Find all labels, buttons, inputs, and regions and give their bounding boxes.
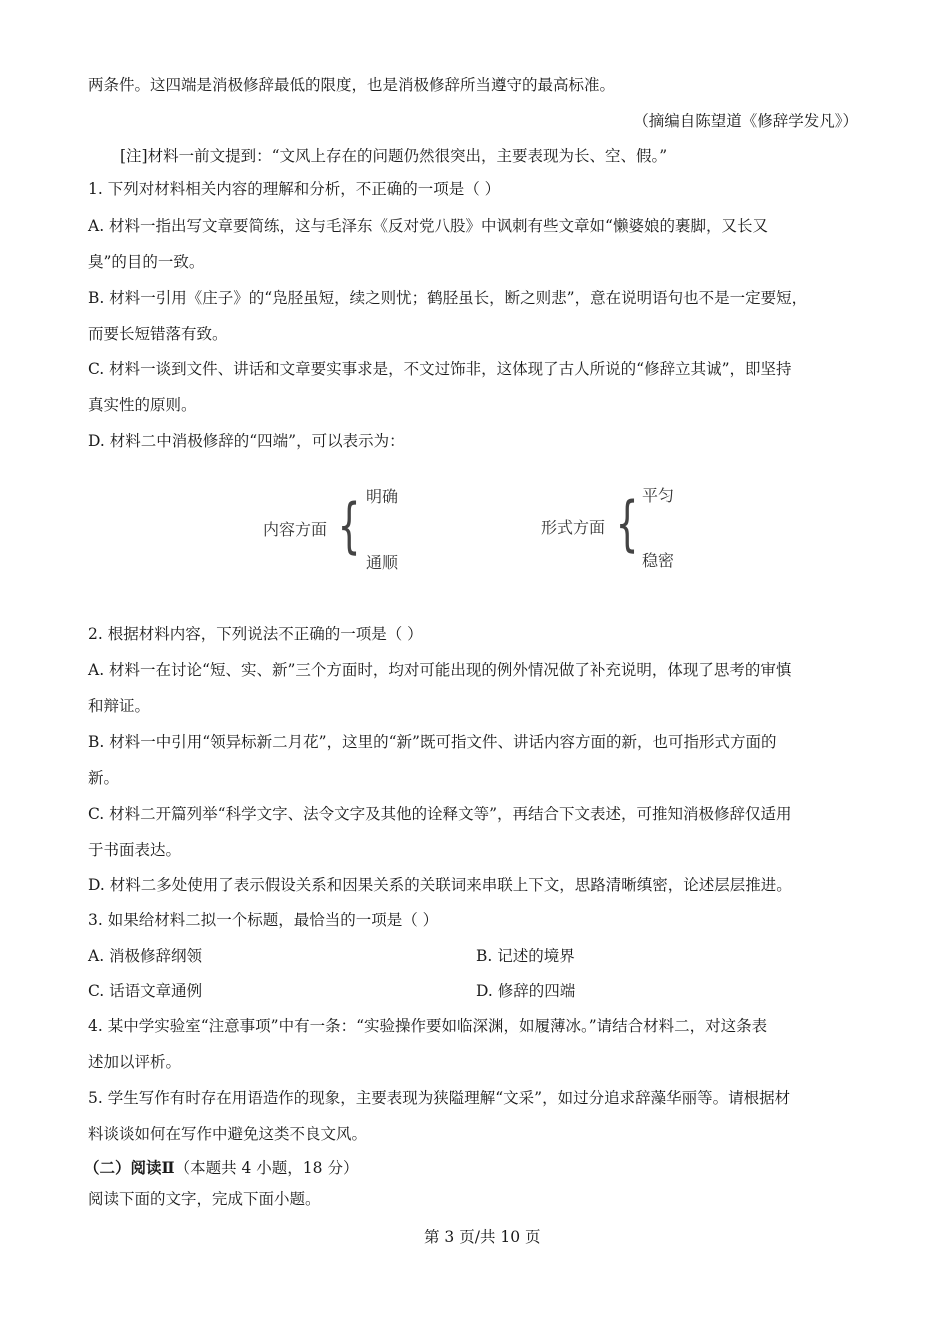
question-5-cont: 料谈谈如何在写作中避免这类不良文风。 [88, 1125, 368, 1143]
q2-option-b-cont: 新。 [88, 769, 120, 787]
q2-option-c-cont: 于书面表达。 [88, 841, 182, 859]
question-4-cont: 述加以评析。 [88, 1053, 182, 1071]
q1-option-b: B. 材料一引用《庄子》的“凫胫虽短，续之则忧；鹤胫虽长，断之则悲”，意在说明语句也不是一定要短， [88, 289, 808, 307]
q1-option-b-cont: 而要长短错落有致。 [88, 325, 228, 343]
q2-option-a-cont: 和辩证。 [88, 697, 151, 715]
question-5: 5. 学生写作有时存在用语造作的现象，主要表现为狭隘理解“文采”，如过分追求辞藻华丽等。请根据材 [88, 1089, 791, 1107]
diagram-content-label: 内容方面 [263, 520, 328, 539]
note: [注]材料一前文提到：“文风上存在的问题仍然很突出，主要表现为长、空、假。” [120, 147, 668, 165]
source-citation: （摘编自陈望道《修辞学发凡》） [633, 112, 858, 130]
question-1: 1. 下列对材料相关内容的理解和分析，不正确的一项是（ ） [88, 180, 501, 198]
q3-option-c: C. 话语文章通例 [88, 982, 203, 1000]
q1-option-a: A. 材料一指出写文章要简练，这与毛泽东《反对党八股》中讽刺有些文章如“懒婆娘的裹脚，又长又 [88, 217, 768, 235]
q2-option-d: D. 材料二多处使用了表示假设关系和因果关系的关联词来串联上下文，思路清晰缜密，论述层层推进。 [88, 876, 792, 894]
q2-option-c: C. 材料二开篇列举“科学文字、法令文字及其他的诠释文等”，再结合下文表述，可推知消极修辞仅适用 [88, 805, 792, 823]
question-2: 2. 根据材料内容，下列说法不正确的一项是（ ） [88, 625, 423, 643]
page-footer: 第 3 页/共 10 页 [424, 1228, 541, 1246]
q2-option-a: A. 材料一在讨论“短、实、新”三个方面时，均对可能出现的例外情况做了补充说明，体现了思考的审慎 [88, 661, 792, 679]
section-info: （本题共 4 小题，18 分） [174, 1159, 359, 1177]
brace-icon: { [337, 491, 361, 561]
question-4: 4. 某中学实验室“注意事项”中有一条：“实验操作要如临深渊，如履薄冰。”请结合材料二，对这条表 [88, 1017, 768, 1035]
paragraph-line: 两条件。这四端是消极修辞最低的限度，也是消极修辞所当遵守的最高标准。 [88, 76, 616, 94]
q3-option-d: D. 修辞的四端 [476, 982, 576, 1000]
q1-option-d: D. 材料二中消极修辞的“四端”，可以表示为： [88, 432, 405, 450]
diagram-item: 稳密 [642, 551, 675, 570]
question-3: 3. 如果给材料二拟一个标题，最恰当的一项是（ ） [88, 911, 439, 929]
diagram-item: 平匀 [642, 486, 675, 505]
diagram-item: 通顺 [366, 553, 399, 572]
q1-option-c-cont: 真实性的原则。 [88, 396, 197, 414]
q1-option-a-cont: 臭”的目的一致。 [88, 253, 205, 271]
section-heading [84, 1158, 358, 1178]
diagram-item: 明确 [366, 487, 399, 506]
q3-option-b: B. 记述的境界 [476, 947, 575, 965]
q3-option-a: A. 消极修辞纲领 [88, 947, 203, 965]
diagram-form-label: 形式方面 [541, 518, 606, 537]
q2-option-b: B. 材料一中引用“领异标新二月花”，这里的“新”既可指文件、讲话内容方面的新，也可指形式方面的 [88, 733, 777, 751]
brace-icon: { [615, 489, 639, 559]
q1-option-c: C. 材料一谈到文件、讲话和文章要实事求是，不文过饰非，这体现了古人所说的“修辞立其诚”，即坚持 [88, 360, 792, 378]
section-title: （二）阅读Ⅱ [84, 1158, 175, 1177]
instruction: 阅读下面的文字，完成下面小题。 [88, 1190, 321, 1208]
